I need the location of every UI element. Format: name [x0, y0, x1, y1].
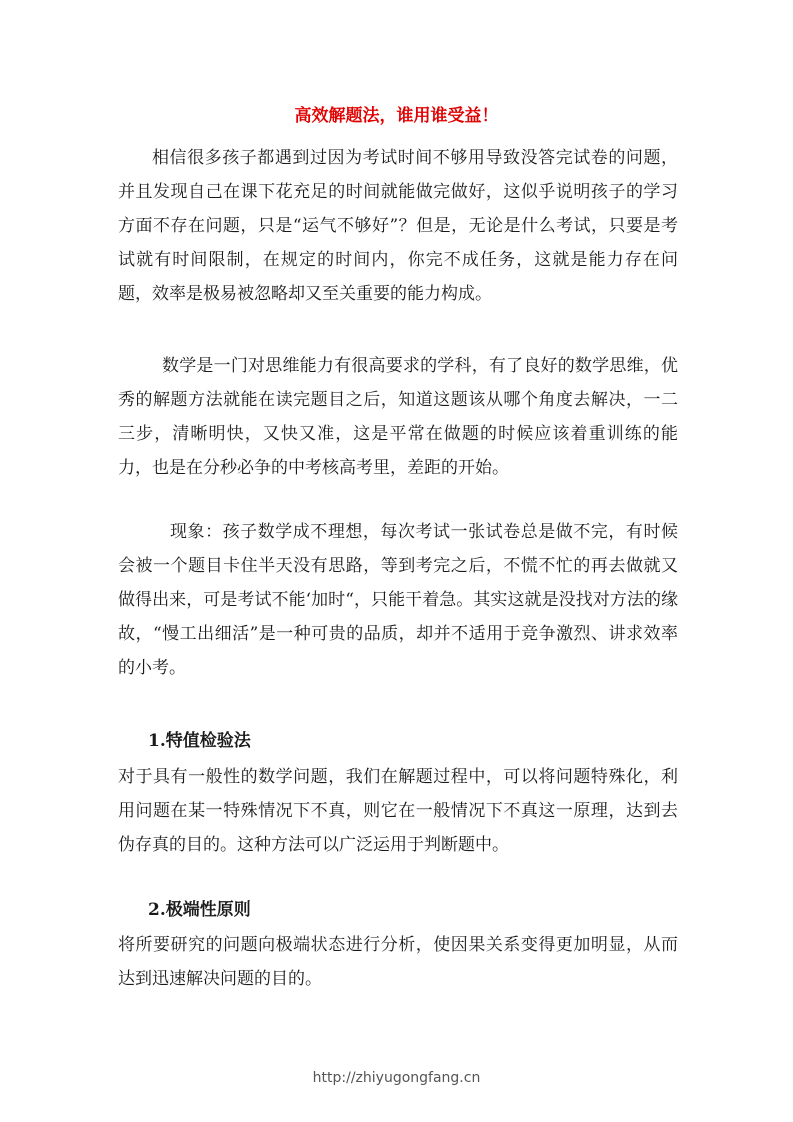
section-heading-1: 1.特值检验法 [148, 731, 251, 751]
section-text-1: 对于具有一般性的数学问题，我们在解题过程中，可以将问题特殊化，利用问题在某一特殊情况下不真，则它在一般情况下不真这一原理，达到去伪存真的目的。这种方法可以广泛运用于判断题中。 [118, 767, 678, 855]
footer-url[interactable]: http://zhiyugongfang.cn [312, 1070, 481, 1086]
paragraph-phenomenon: 现象：孩子数学成不理想，每次考试一张试卷总是做不完，有时候会被一个题目卡住半天没有思路，等到考完之后，不慌不忙的再去做就又做得出来，可是考试不能‘加时“，只能干着急。其实这就是没找对方法的缘故，“慢工出细活”是一种可贵的品质，却并不适用于竞争激烈、讲求效率的小考。 [118, 522, 678, 678]
paragraph-intro: 相信很多孩子都遇到过因为考试时间不够用导致没答完试卷的问题，并且发现自己在课下花充足的时间就能做完做好，这似乎说明孩子的学习方面不存在问题，只是“运气不够好”？但是，无论是什么考试，只要是考试就有时间限制，在规定的时间内，你完不成任务，这就是能力存在问题，效率是极易被忽略却又至关重要的能力构成。 [118, 148, 678, 304]
document-title: 高效解题法，谁用谁受益！ [294, 106, 499, 126]
section-heading-2: 2.极端性原则 [148, 900, 251, 920]
section-text-2: 将所要研究的问题向极端状态进行分析，使因果关系变得更加明显，从而达到迅速解决问题的目的。 [118, 935, 678, 989]
paragraph-math-thinking: 数学是一门对思维能力有很高要求的学科，有了良好的数学思维，优秀的解题方法就能在读完题目之后，知道这题该从哪个角度去解决，一二三步，清晰明快，又快又准，这是平常在做题的时候应该着重训练的能力，也是在分秒必争的中考核高考里，差距的开始。 [118, 356, 678, 478]
